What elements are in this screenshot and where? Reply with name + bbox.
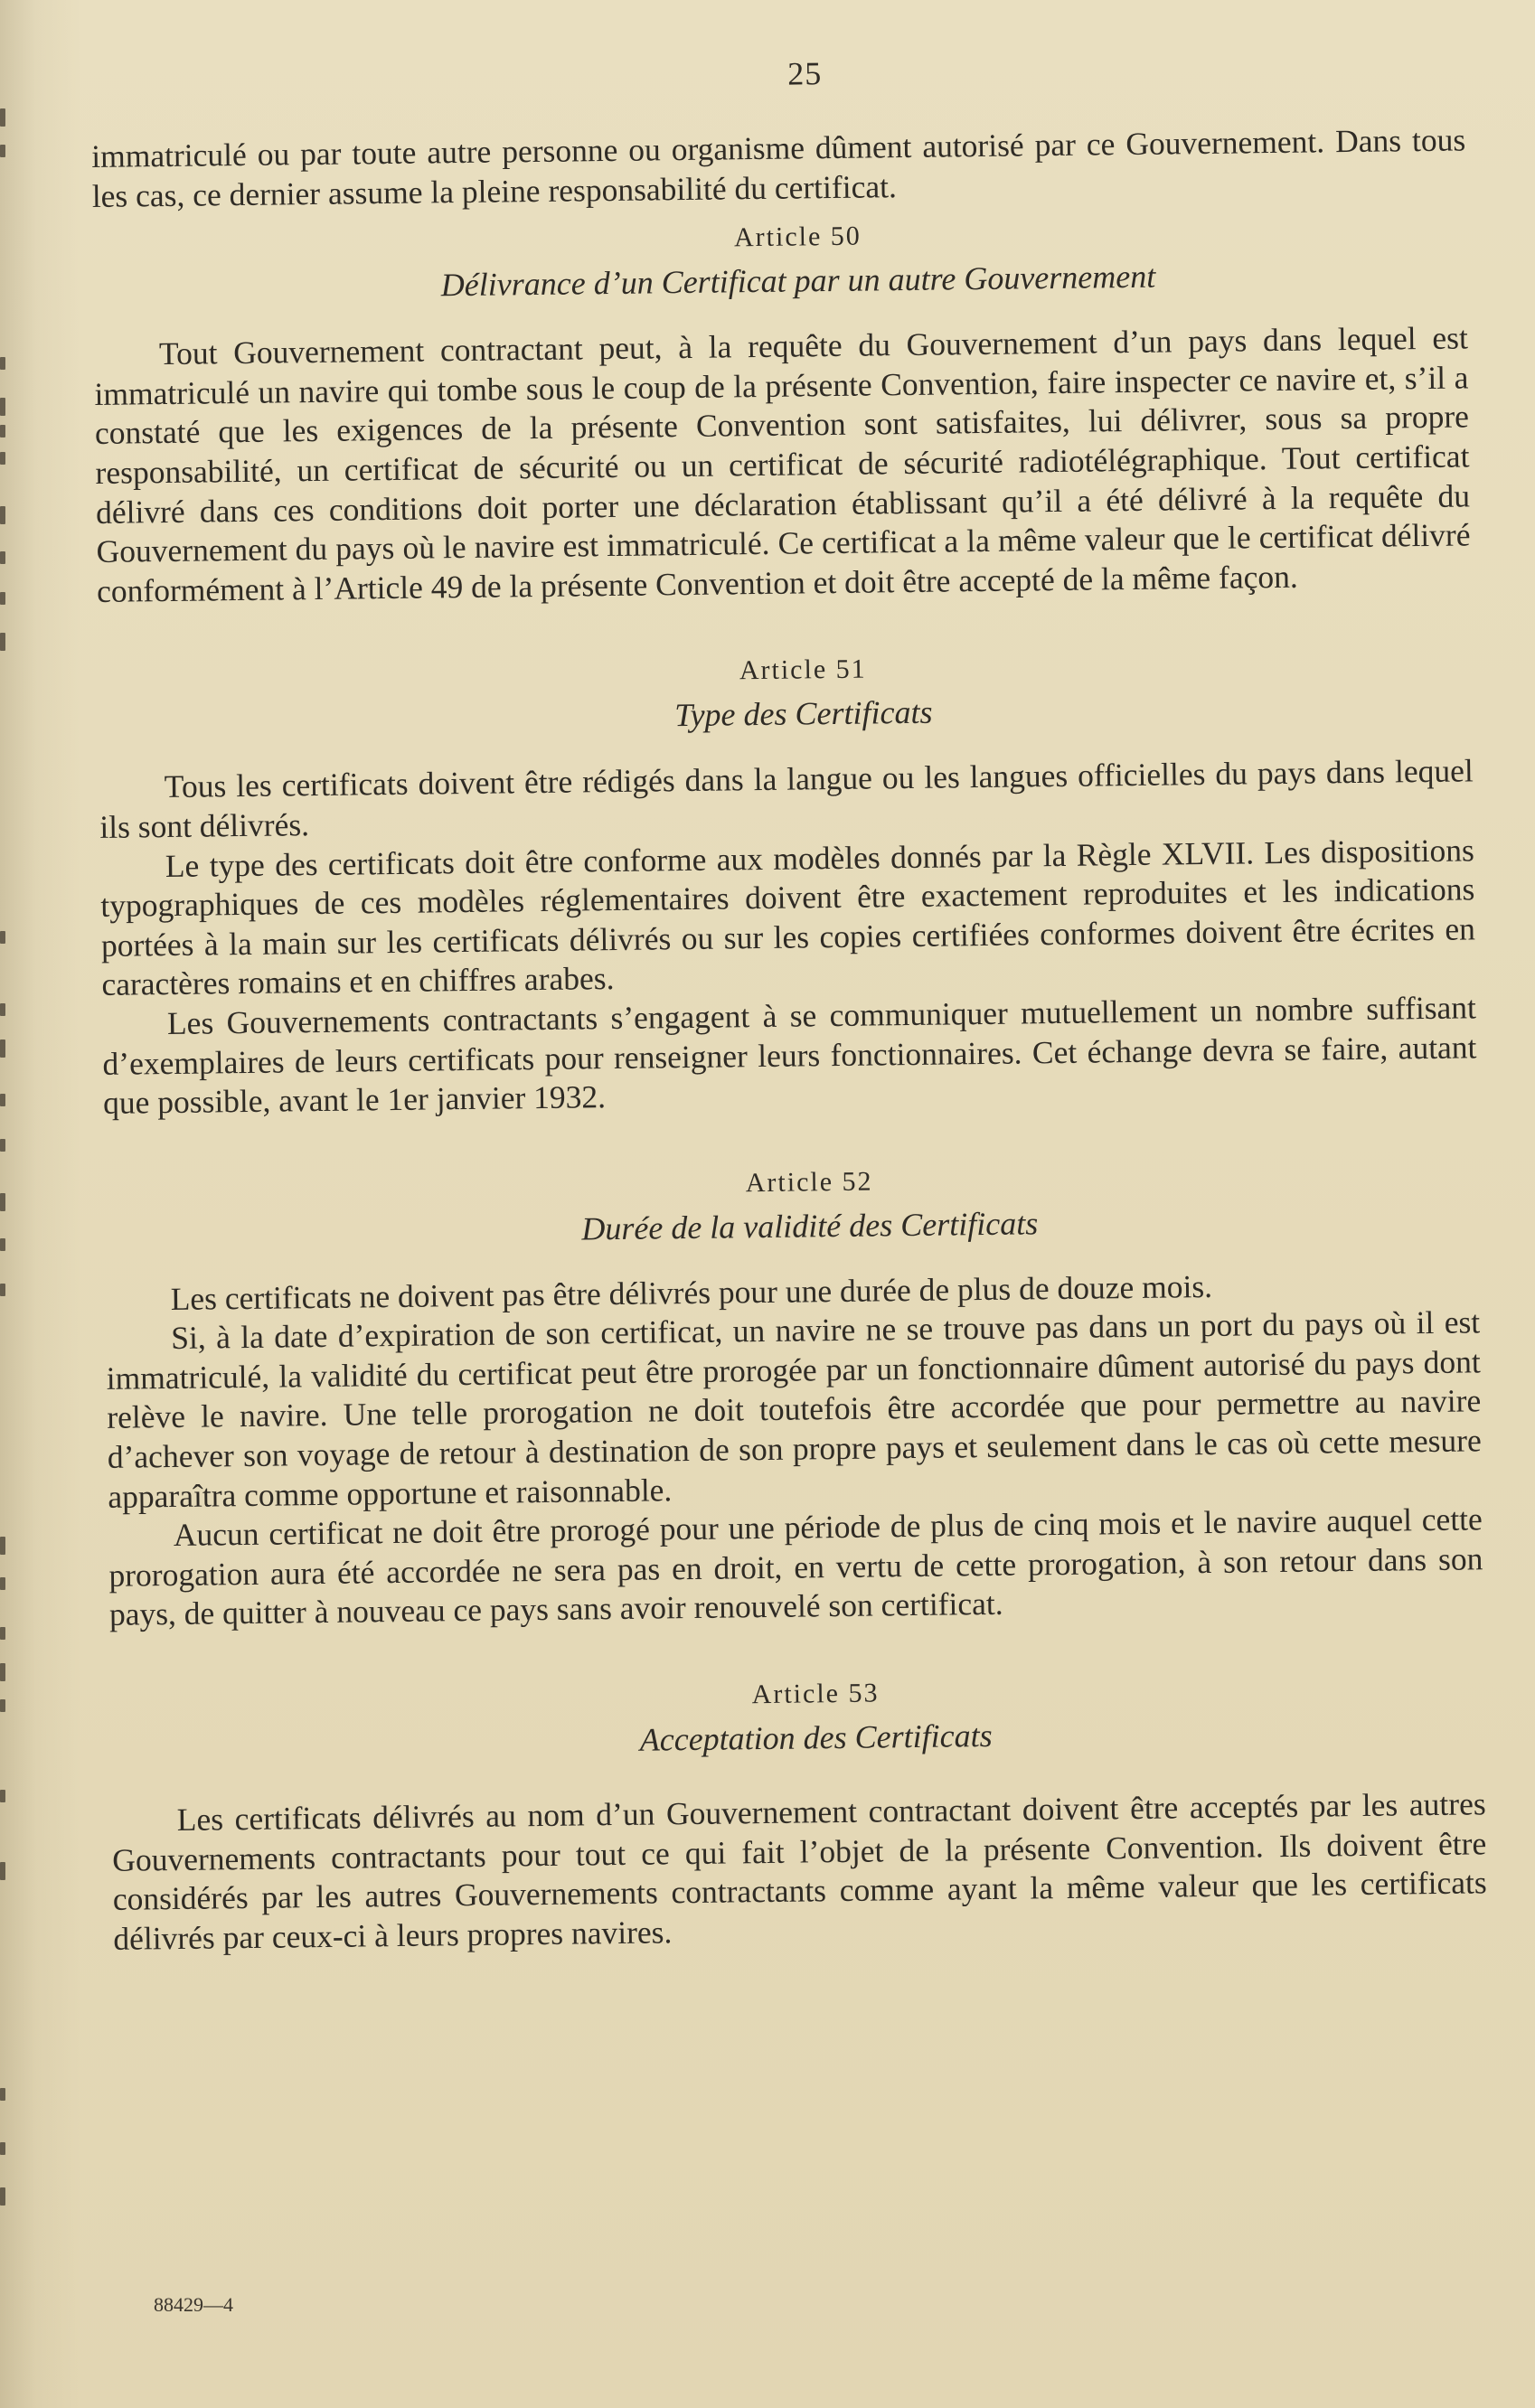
gutter-mark: [0, 1094, 5, 1106]
article-heading: Article 50: [733, 221, 862, 253]
article-51: [98, 647, 1477, 1124]
binding-gutter: [0, 0, 18, 2408]
article-paragraph: Les certificats ne doivent pas être délivrés pour une durée de plus de douze mois.: [170, 1267, 1213, 1317]
article-paragraph: Les Gouvernements contractants s’engagent à se communiquer mutuellement un nombre suffisant d’exemplaires de leurs certificats pour renseigner leurs fonctionnaires. Cet échange devra se faire, autant que possible, avant le 1er janvier 1932.: [102, 989, 1477, 1122]
gutter-mark: [0, 1862, 5, 1880]
opening-paragraph: immatriculé ou par toute autre personne ou organisme dûment autorisé par ce Gouvernement. Dans tous les cas, ce dernier assume la pleine responsabilité du certificat.: [91, 121, 1466, 214]
article-title: Acceptation des Certificats: [639, 1717, 993, 1758]
article-53: [110, 1670, 1488, 1959]
article-heading: Article 52: [745, 1166, 873, 1198]
article-paragraph: Tous les certificats doivent être rédigés dans la langue ou les langues officielles du pays dans lequel ils sont délivrés.: [99, 752, 1474, 845]
article-heading: Article 51: [739, 654, 867, 686]
article-title: Type des Certificats: [673, 694, 933, 734]
gutter-mark: [0, 931, 5, 944]
article-52: [104, 1159, 1483, 1635]
gutter-mark: [0, 1790, 5, 1802]
gutter-mark: [0, 145, 5, 157]
gutter-mark: [0, 1699, 5, 1712]
gutter-mark: [0, 506, 5, 524]
article-paragraph: Aucun certificat ne doit être prorogé pour une période de plus de cinq mois et le navire auquel cette prorogation aura été accordée ne sera pas en droit, en vertu de cette prorogation, à son retour dans son pays, de quitter à nouveau ce pays sans avoir renouvelé son certificat.: [108, 1500, 1483, 1633]
gutter-mark: [0, 1577, 5, 1590]
gutter-mark: [0, 633, 5, 651]
gutter-mark: [0, 592, 5, 605]
gutter-mark: [0, 398, 5, 416]
gutter-mark: [0, 1238, 5, 1251]
gutter-mark: [0, 2142, 5, 2155]
gutter-mark: [0, 551, 5, 564]
gutter-mark: [0, 1193, 5, 1211]
printer-code: 88429—4: [154, 2293, 233, 2316]
page-content: [90, 46, 1488, 1959]
gutter-mark: [0, 1003, 5, 1016]
article-50: [92, 214, 1471, 612]
gutter-mark: [0, 1284, 5, 1296]
gutter-mark: [0, 1039, 5, 1058]
gutter-mark: [0, 2187, 5, 2206]
gutter-mark: [0, 1663, 5, 1681]
article-heading: Article 53: [751, 1678, 880, 1710]
gutter-mark: [0, 357, 5, 370]
gutter-mark: [0, 452, 5, 465]
article-paragraph: Le type des certificats doit être conforme aux modèles donnés par la Règle XLVII. Les dispositions typographiques de ces modèles réglementaires doivent être exactement reproduites et les indications portées à la main sur les certificats délivrés ou sur les copies certifiées conformes doivent être écrites en caractères romains et en chiffres arabes.: [100, 831, 1476, 1003]
page-number: 25: [786, 55, 823, 92]
gutter-mark: [0, 2088, 5, 2101]
gutter-mark: [0, 108, 5, 127]
gutter-mark: [0, 425, 5, 437]
article-paragraph: Les certificats délivrés au nom d’un Gouvernement contractant doivent être acceptés par les autres Gouvernements contractants pour tout ce qui fait l’objet de la présente Convention. Ils doivent être considérés par les autres Gouvernements contractants comme ayant la même valeur que les certificats délivrés par ceux-ci à leurs propres navires.: [112, 1785, 1487, 1957]
gutter-mark: [0, 1537, 5, 1555]
article-title: Délivrance d’un Certificat par un autre Gouvernement: [440, 258, 1156, 304]
article-paragraph: Tout Gouvernement contractant peut, à la requête du Gouvernement d’un pays dans lequel est immatriculé un navire qui tombe sous le coup de la présente Convention, faire inspecter ce navire et, s’il a constaté que les exigences de la présente Convention sont satisfaites, lui délivrer, sous sa propre responsabilité, un certificat de sécurité ou un certificat de sécurité radiotélégraphique. Tout certificat délivré dans ces conditions doit porter une déclaration établissant qu’il a été délivré à la requête du Gouvernement du pays où le navire est immatriculé. Ce certificat a la même valeur que le certificat délivré conformément à l’Article 49 de la présente Convention et doit être accepté de la même façon.: [94, 319, 1471, 609]
gutter-mark: [0, 1139, 5, 1152]
article-title: Durée de la validité des Certificats: [581, 1204, 1039, 1247]
gutter-mark: [0, 1627, 5, 1640]
article-paragraph: Si, à la date d’expiration de son certificat, un navire ne se trouve pas dans un port du pays où il est immatriculé, la validité du certificat peut être prorogée par un fonctionnaire dûment autorisé du pays dont relève le navire. Une telle prorogation ne doit toutefois être accordée que pour permettre au navire d’achever son voyage de retour à destination de son propre pays et seulement dans le cas où cette mesure apparaîtra comme opportune et raisonnable.: [106, 1303, 1482, 1515]
